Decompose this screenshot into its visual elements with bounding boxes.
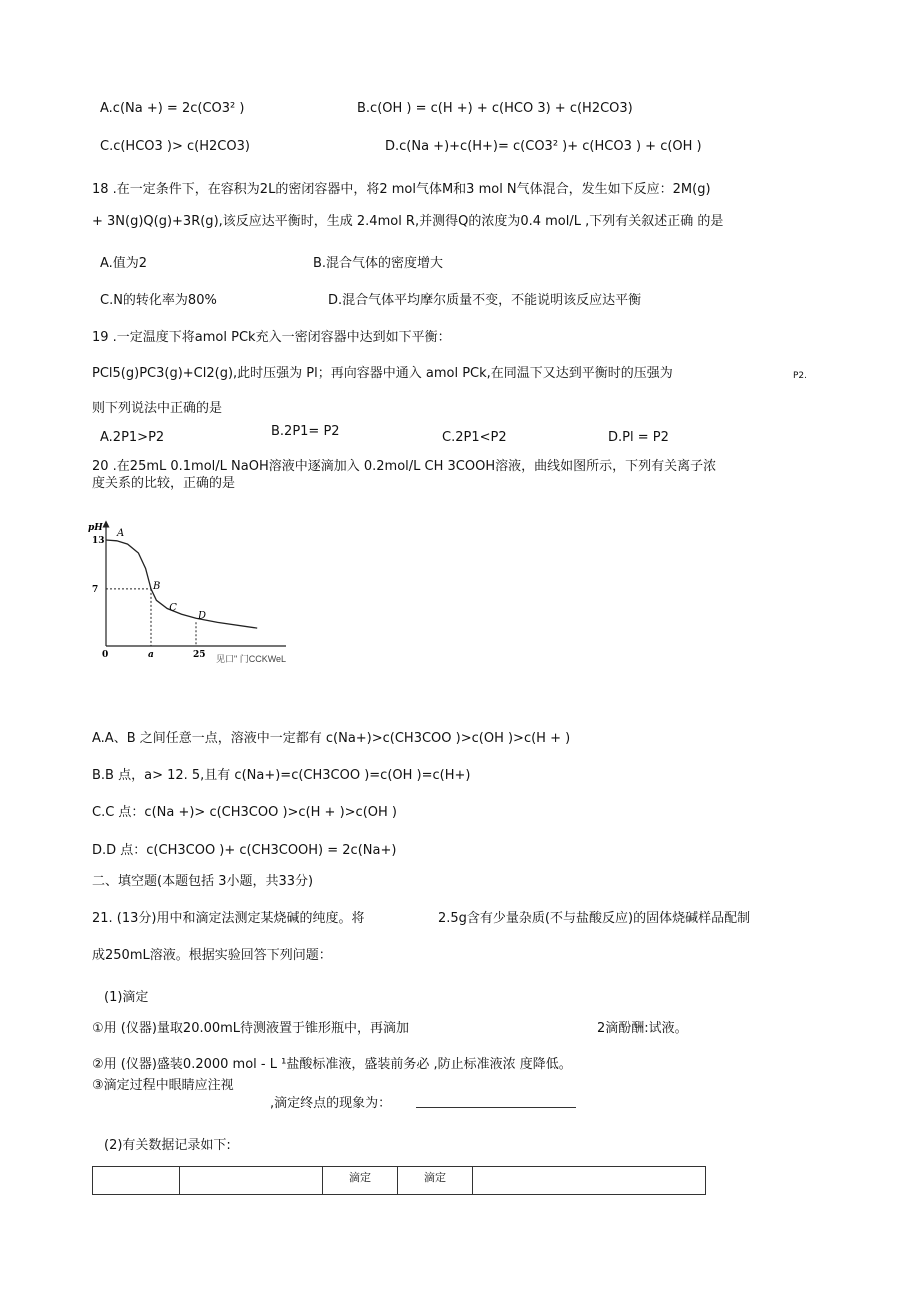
q18-stem-line1: 18 .在一定条件下，在容积为2L的密闭容器中，将2 mol气体M和3 mol N气体混合，发生如下反应：2M(g) (92, 182, 711, 197)
answer-blank[interactable] (416, 1107, 576, 1108)
point-label-c: C (169, 602, 177, 614)
q21-sub1: (1)滴定 (104, 990, 149, 1005)
q21-stem-line2: 成250mL溶液。根据实验回答下列问题： (92, 948, 332, 963)
point-label-d: D (198, 610, 207, 622)
q19-option-a: A.2P1>P2 (100, 430, 165, 445)
q17-option-c: C.c(HCO3 )> c(H2CO3) (100, 139, 250, 154)
q19-stem-line2-tail: P2. (793, 371, 808, 381)
point-label-b: B (153, 580, 161, 592)
q20-option-b: B.B 点，a> 12. 5,且有 c(Na+)=c(CH3COO )=c(OH )=c(H+) (92, 768, 471, 783)
q19-option-d: D.Pl = P2 (608, 430, 669, 445)
titration-curve (106, 540, 257, 628)
q21-sub2: (2)有关数据记录如下: (104, 1138, 231, 1153)
q20-option-d: D.D 点：c(CH3COO )+ c(CH3COOH) = 2c(Na+) (92, 843, 397, 858)
q21-stem-line1: 21. (13分)用中和滴定法测定某烧碱的纯度。将 (92, 911, 365, 926)
q21-item2: ②用 (仪器)盛装0.2000 mol - L ¹盐酸标准液，盛装前务必 ,防止标准液浓 度降低。 (92, 1057, 572, 1072)
table-row (93, 1167, 706, 1195)
q20-stem-line2: 度关系的比较，正确的是 (92, 476, 236, 491)
x-tick-label: 25 (193, 650, 206, 660)
ph-titration-chart (84, 518, 294, 670)
section-heading: 二、填空题(本题包括 3小题，共33分) (92, 874, 314, 889)
q19-stem-line2: PCl5(g)PC3(g)+Cl2(g),此时压强为 Pl；再向容器中通入 amol PCk,在同温下又达到平衡时的压强为 (92, 366, 673, 381)
q21-item3-tail: ,滴定终点的现象为： (270, 1096, 392, 1111)
q18-stem-line2: + 3N(g)Q(g)+3R(g),该反应达平衡时，生成 2.4mol R,并测得Q的浓度为0.4 mol/L ,下列有关叙述正确 的是 (92, 214, 724, 229)
q20-stem-line1: 20 .在25mL 0.1mol/L NaOH溶液中逐滴加入 0.2mol/L CH 3COOH溶液，曲线如图所示，下列有关离子浓 (92, 459, 717, 474)
q19-stem-line1: 19 .一定温度下将amol PCk充入一密闭容器中达到如下平衡： (92, 330, 451, 345)
q18-option-a: A.值为2 (100, 256, 148, 271)
q19-stem-line3: 则下列说法中正确的是 (92, 401, 223, 416)
q19-option-b: B.2P1= P2 (271, 424, 340, 439)
q18-option-b: B.混合气体的密度增大 (313, 256, 444, 271)
q18-option-d: D.混合气体平均摩尔质量不变，不能说明该反应达平衡 (328, 293, 642, 308)
y-tick-label: 13 (92, 536, 105, 546)
q21-item3: ③滴定过程中眼睛应注视 (92, 1078, 234, 1093)
table-header-cell: 滴定 (323, 1167, 398, 1195)
data-table (92, 1166, 706, 1195)
x-tick-label: 0 (102, 650, 109, 660)
q21-item1: ①用 (仪器)量取20.00mL待测液置于锥形瓶中，再滴加 (92, 1021, 410, 1036)
y-axis-label: pH (88, 523, 103, 533)
q17-option-a: A.c(Na +) = 2c(CO3² ) (100, 101, 245, 116)
q20-option-c: C.C 点：c(Na +)> c(CH3COO )>c(H + )>c(OH ) (92, 805, 397, 820)
table-header-cell (180, 1167, 323, 1195)
table-header-cell (473, 1167, 706, 1195)
q17-option-b: B.c(OH ) = c(H +) + c(HCO 3) + c(H2CO3) (357, 101, 633, 116)
q18-option-c: C.N的转化率为80% (100, 293, 217, 308)
y-tick-label: 7 (92, 584, 99, 595)
point-label-a: A (117, 528, 125, 539)
q17-option-d: D.c(Na +)+c(H+)= c(CO3² )+ c(HCO3 ) + c(OH ) (385, 139, 702, 154)
x-tick-label: a (148, 650, 154, 660)
q21-item1-tail: 2滴酚酬:试液。 (597, 1021, 688, 1036)
q20-option-a: A.A、B 之间任意一点，溶液中一定都有 c(Na+)>c(CH3COO )>c(OH )>c(H + ) (92, 731, 571, 746)
q21-stem-line1-tail: 2.5g含有少量杂质(不与盐酸反应)的固体烧碱样品配制 (438, 911, 751, 926)
chart-watermark: 见口" 门CCKWeL (216, 654, 287, 664)
table-header-cell: 滴定 (398, 1167, 473, 1195)
q19-option-c: C.2P1<P2 (442, 430, 507, 445)
table-header-cell (93, 1167, 180, 1195)
